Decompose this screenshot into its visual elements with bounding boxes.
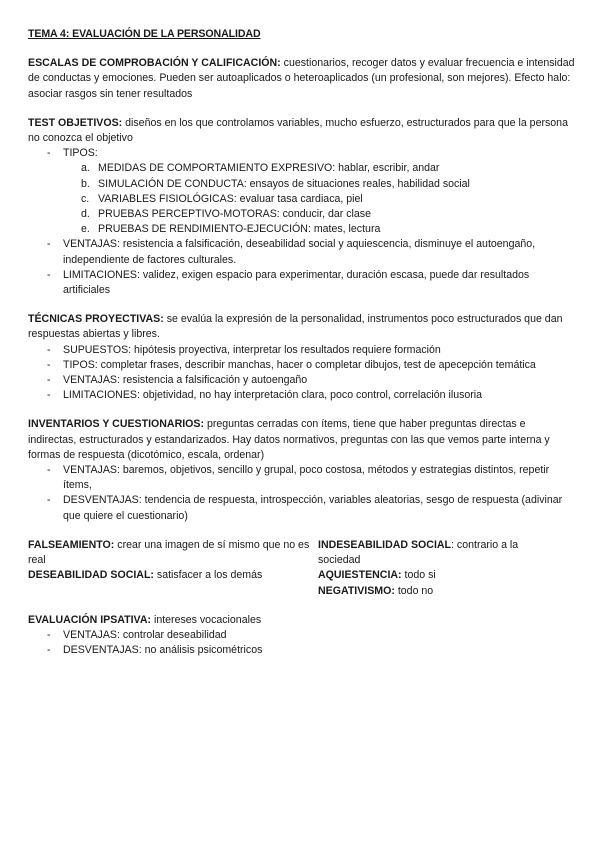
section-text: diseños en los que controlamos variables, mucho esfuerzo, estructurados para que la persona no conozca el objetivo <box>28 116 568 145</box>
list-marker: b. <box>81 177 90 190</box>
section-escalas <box>28 56 576 102</box>
definition-text: satisfacer a los demás <box>153 569 263 582</box>
section-heading: INVENTARIOS Y CUESTIONARIOS: <box>28 418 204 431</box>
list-item: - DESVENTAJAS: no análisis psicométricos <box>63 643 576 658</box>
term: AQUIESTENCIA: <box>318 569 402 582</box>
section-heading: EVALUACIÓN IPSATIVA: <box>28 613 152 626</box>
section-text: se evalúa la expresión de la personalidad, instrumentos poco estructurados que dan respuestas abiertas y libres. <box>28 313 563 341</box>
section-text: cuestionarios, recoger datos y evaluar frecuencia e intensidad de conductas y emociones. Pueden ser autoaplicados o heteroaplicados (un profesional, son mejores). Efecto halo: asociar rasgos sin tener resultados <box>28 57 575 100</box>
list-marker: a. <box>81 162 90 175</box>
section-text: intereses vocacionales <box>151 613 262 626</box>
term: DESEABILIDAD SOCIAL: <box>28 569 154 582</box>
term: INDESEABILIDAD SOCIAL <box>318 538 452 551</box>
list-item-text: MEDIDAS DE COMPORTAMIENTO EXPRESIVO: hablar, escribir, andar <box>98 162 440 175</box>
bullet-list <box>28 463 576 524</box>
section-inventarios <box>28 417 576 523</box>
section-heading: ESCALAS DE COMPROBACIÓN Y CALIFICACIÓN: <box>28 57 281 70</box>
list-item <box>63 146 576 237</box>
list-marker: c. <box>81 192 90 205</box>
bullet-list <box>28 628 576 658</box>
paragraph <box>28 116 576 146</box>
definition-text: crear una imagen de sí mismo que no es real <box>28 538 310 567</box>
tipos-label: TIPOS: <box>63 147 98 160</box>
section-tecnicas-proyectivas <box>28 312 576 403</box>
definition-text: todo no <box>394 584 434 597</box>
definition <box>318 538 548 568</box>
paragraph <box>28 417 576 463</box>
definition <box>28 538 318 568</box>
list-item: - TIPOS: completar frases, describir manchas, hacer o completar dibujos, test de apecepción temática <box>63 358 576 373</box>
list-item: - DESVENTAJAS: tendencia de respuesta, introspección, variables aleatorias, sesgo de respuesta (adivinar que quiere el cuestionario) <box>63 493 576 523</box>
definition-text: todo si <box>401 569 436 582</box>
paragraph <box>28 312 576 342</box>
definition-text: : contrario a la sociedad <box>318 538 519 567</box>
definition <box>28 568 318 583</box>
section-heading: TÉCNICAS PROYECTIVAS: <box>28 313 164 326</box>
list-item-text: PRUEBAS DE RENDIMIENTO-EJECUCIÓN: mates, lectura <box>98 223 381 236</box>
list-item <box>81 177 576 192</box>
paragraph <box>28 613 576 628</box>
list-item: - VENTAJAS: resistencia a falsificación, deseabilidad social y aquiescencia, disminuye el autoengaño, independiente de factores culturales. <box>63 237 576 267</box>
list-marker: e. <box>81 223 90 236</box>
document-page <box>28 27 576 672</box>
section-heading: TEST OBJETIVOS: <box>28 116 123 129</box>
list-item: - VENTAJAS: resistencia a falsificación y autoengaño <box>63 373 576 388</box>
definition <box>318 568 548 583</box>
bullet-list <box>28 146 576 298</box>
paragraph <box>28 56 576 102</box>
list-item <box>81 192 576 207</box>
section-sesgos <box>28 538 576 599</box>
list-item: - VENTAJAS: controlar deseabilidad <box>63 628 576 643</box>
list-item-text: SIMULACIÓN DE CONDUCTA: ensayos de situaciones reales, habilidad social <box>98 177 470 190</box>
definition <box>318 584 548 599</box>
term: NEGATIVISMO: <box>318 584 395 597</box>
term: FALSEAMIENTO: <box>28 538 115 551</box>
list-item: - VENTAJAS: baremos, objetivos, sencillo y grupal, poco costosa, métodos y estrategias distintos, repetir ítems, <box>63 463 576 493</box>
list-item: - LIMITACIONES: validez, exigen espacio para experimentar, duración escasa, puede dar resultados artificiales <box>63 268 576 298</box>
list-item-text: PRUEBAS PERCEPTIVO-MOTORAS: conducir, dar clase <box>98 208 371 221</box>
bullet-list <box>28 343 576 404</box>
column-left <box>28 538 318 599</box>
section-text: preguntas cerradas con ítems, tiene que haber preguntas directas e indirectas, estructurados y estandarizados. Hay datos normativos, preguntas con las que vemos parte interna y formas de respuesta (dicotómico, escala, ordenar) <box>28 418 550 461</box>
page-title: TEMA 4: EVALUACIÓN DE LA PERSONALIDAD <box>28 28 261 40</box>
list-item <box>81 207 576 222</box>
section-ipsativa <box>28 613 576 659</box>
tipos-list <box>63 161 576 237</box>
section-test-objetivos <box>28 116 576 298</box>
list-item-text: VARIABLES FISIOLÓGICAS: evaluar tasa cardiaca, piel <box>98 192 363 205</box>
list-item <box>81 161 576 176</box>
column-right <box>318 538 548 599</box>
list-item: - SUPUESTOS: hipótesis proyectiva, interpretar los resultados requiere formación <box>63 343 576 358</box>
list-marker: d. <box>81 208 90 221</box>
list-item <box>81 222 576 237</box>
list-item: - LIMITACIONES: objetividad, no hay interpretación clara, poco control, correlación ilusoria <box>63 388 576 403</box>
